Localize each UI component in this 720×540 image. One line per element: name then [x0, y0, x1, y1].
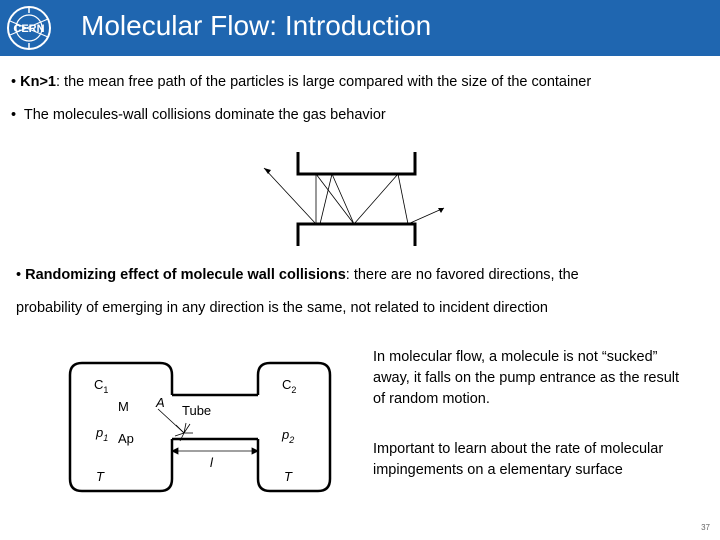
bullet-text: The molecules-wall collisions dominate the gas behavior — [23, 107, 386, 123]
label-p2: $p_2$ — [282, 427, 295, 445]
label-t1: T — [96, 469, 104, 484]
bullet-keyword: Kn>1 — [20, 74, 56, 90]
arrow-tail-icon — [264, 168, 271, 174]
bullet-marker: • — [16, 267, 22, 283]
slide-title: Molecular Flow: Introduction — [81, 10, 432, 41]
label-c2: $C_2$ — [282, 377, 297, 395]
bottom-wall — [298, 224, 415, 246]
randomizing-keyword: Randomizing effect of molecule wall collisions — [25, 267, 346, 283]
label-ap: Ap — [118, 431, 134, 446]
chamber-left — [70, 363, 172, 491]
cern-logo-text: CERN — [13, 23, 45, 35]
bullet-text: : the mean free path of the particles is large compared with the size of the container — [55, 74, 592, 90]
label-l: l — [210, 455, 213, 470]
note-impingement-rate: Important to learn about the rate of molecular impingements on a elementary surface — [373, 441, 664, 478]
chamber-right — [258, 363, 330, 491]
tube-chambers-diagram — [60, 353, 340, 493]
bullet-marker: • — [11, 74, 17, 90]
label-t2: T — [284, 469, 292, 484]
label-a: A — [156, 395, 165, 410]
randomizing-text: : there are no favored directions, the — [345, 267, 579, 283]
label-tube: Tube — [182, 403, 212, 418]
cern-logo — [4, 3, 54, 53]
bullet-knudsen — [11, 74, 591, 90]
wall-collision-diagram — [258, 148, 454, 250]
label-c1: $C_1$ — [94, 377, 109, 395]
label-p1: $p_1$ — [96, 425, 109, 443]
length-arrow — [172, 448, 258, 454]
molecule-trajectories — [264, 168, 444, 224]
top-wall — [298, 152, 415, 174]
title-bar — [0, 0, 720, 56]
randomizing-line-1 — [16, 267, 579, 283]
note-molecular-flow: In molecular flow, a molecule is not “sucked” away, it falls on the pump entrance as the result of random motion. — [373, 349, 680, 407]
bullet-wall-collisions — [11, 107, 386, 123]
randomizing-line-2: probability of emerging in any direction is the same, not related to incident direction — [16, 300, 548, 316]
page-number: 37 — [701, 523, 710, 532]
bullet-marker: • — [11, 107, 17, 123]
label-m: M — [118, 399, 129, 414]
